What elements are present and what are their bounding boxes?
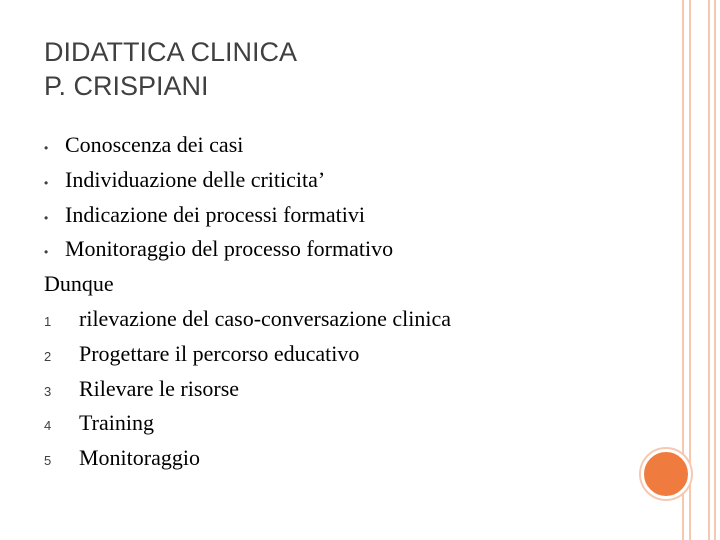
decorative-border-line (714, 0, 716, 540)
step-text: Training (79, 410, 154, 436)
bullet-text: Individuazione delle criticita’ (65, 166, 326, 192)
bullet-dot-icon: • (44, 210, 49, 225)
step-number: 4 (44, 418, 52, 434)
transition-text (44, 267, 451, 302)
step-number: 1 (44, 313, 52, 329)
numbered-item (44, 441, 451, 476)
numbered-item (44, 302, 451, 337)
bullet-dot-icon: • (44, 175, 49, 190)
bullet-dot-icon: • (44, 245, 49, 260)
bullet-item (44, 163, 451, 198)
numbered-item (44, 372, 451, 407)
bullet-item (44, 128, 451, 163)
bullet-text: Indicazione dei processi formativi (65, 201, 365, 227)
step-text: Monitoraggio (79, 445, 200, 471)
step-number: 5 (44, 453, 52, 469)
decorative-border-line (689, 0, 691, 540)
slide-title (44, 35, 297, 103)
step-number: 2 (44, 348, 52, 364)
slide-title-line-1: DIDATTICA CLINICA (44, 37, 298, 67)
numbered-item (44, 406, 451, 441)
dunque-label: Dunque (44, 271, 114, 297)
bullet-text: Monitoraggio del processo formativo (65, 236, 394, 262)
slide-body (44, 128, 451, 476)
bullet-text: Conoscenza dei casi (65, 132, 244, 157)
slide-title-line-2: P. CRISPIANI (44, 71, 209, 101)
step-text: rilevazione del caso-conversazione clinica (79, 305, 451, 331)
step-number: 3 (44, 383, 52, 399)
bullet-dot-icon: • (44, 141, 49, 155)
bullet-item (44, 232, 451, 267)
decorative-border-line (708, 0, 710, 540)
bullet-item (44, 198, 451, 233)
numbered-item (44, 337, 451, 372)
decorative-orange-circle (641, 449, 691, 499)
step-text: Progettare il percorso educativo (79, 340, 360, 366)
step-text: Rilevare le risorse (79, 375, 240, 401)
